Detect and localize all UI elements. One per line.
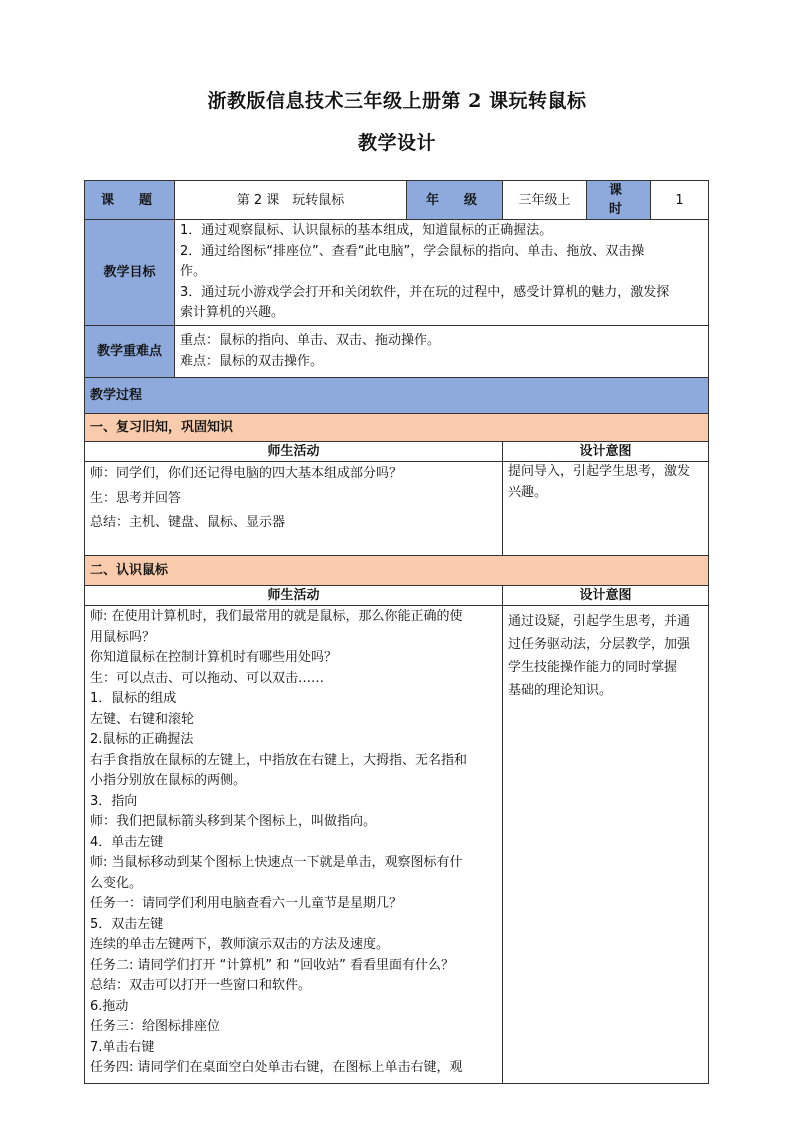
intent-line: 基础的理论知识。 [508, 683, 613, 698]
activity-line: 3．指向 [90, 793, 138, 809]
section1-intent [503, 462, 709, 556]
activity-line: 总结：主机、键盘、鼠标、显示器 [90, 515, 286, 530]
key-points-content [175, 326, 709, 378]
subject-value: 第 2 课 玩转鼠标 [175, 181, 407, 220]
section2-title: 二、认识鼠标 [85, 556, 709, 586]
key-point-line: 重点：鼠标的指向、单击、双击、拖动操作。 [180, 333, 441, 348]
goals-content [175, 220, 709, 326]
section1-intent-header: 设计意图 [503, 442, 709, 462]
section1-header-row [85, 442, 709, 462]
activity-line: 师：我们把鼠标箭头移到某个图标上，叫做指向。 [90, 814, 377, 829]
process-label: 教学过程 [85, 378, 709, 414]
key-points-row [85, 326, 709, 378]
activity-line: 你知道鼠标在控制计算机时有哪些用处吗？ [90, 650, 338, 665]
activity-line: 5．双击左键 [90, 916, 164, 932]
activity-line: 师: 在使用计算机时，我们最常用的就是鼠标，那么你能正确的使 [90, 609, 463, 624]
section2-band [85, 556, 709, 586]
activity-line: 右手食指放在鼠标的左键上，中指放在右键上，大拇指、无名指和 [90, 752, 468, 768]
goals-line: 1．通过观察鼠标、认识鼠标的基本组成，知道鼠标的正确握法。 [180, 223, 553, 239]
section2-intent-header: 设计意图 [503, 586, 709, 606]
intent-line: 兴趣。 [508, 484, 548, 500]
activity-line: 任务三：给图标排座位 [90, 1019, 221, 1034]
activity-line: 任务一：请同学们利用电脑查看六一儿童节是星期几？ [90, 896, 403, 911]
activity-line: 生：思考并回答 [90, 490, 182, 506]
goals-line: 2．通过给图标“排座位”、查看“此电脑”，学会鼠标的指向、单击、拖放、双击操 [180, 243, 645, 259]
activity-line: 1．鼠标的组成 [90, 691, 177, 706]
activity-line: 师：同学们，你们还记得电脑的四大基本组成部分吗？ [90, 466, 403, 481]
section2-content-row [85, 606, 709, 1084]
activity-line: 4．单击左键 [90, 834, 164, 850]
section1-title: 一、复习旧知，巩固知识 [85, 414, 709, 442]
goals-label: 教学目标 [85, 220, 175, 326]
process-band [85, 378, 709, 414]
section1-activity [85, 462, 503, 556]
activity-line: 连续的单击左键两下，教师演示双击的方法及速度。 [90, 937, 390, 952]
activity-line: 2.鼠标的正确握法 [90, 732, 194, 747]
section1-activity-header: 师生活动 [85, 442, 503, 462]
goals-row [85, 220, 709, 326]
activity-line: 6.拖动 [90, 998, 129, 1014]
period-label: 课 时 [587, 181, 651, 220]
section1-band [85, 414, 709, 442]
key-point-line: 难点：鼠标的双击操作。 [180, 353, 324, 369]
lesson-plan-table [84, 180, 709, 1084]
activity-line: 总结：双击可以打开一些窗口和软件。 [90, 978, 312, 993]
goals-line: 3．通过玩小游戏学会打开和关闭软件，并在玩的过程中，感受计算机的魅力，激发探 [180, 284, 670, 300]
section2-intent [503, 606, 709, 1084]
grade-label: 年 级 [407, 181, 503, 220]
activity-line: 用鼠标吗？ [90, 629, 156, 645]
activity-line: 生：可以点击、可以拖动、可以双击…… [90, 670, 325, 686]
document-subtitle: 教学设计 [357, 132, 436, 154]
activity-line: 左键、右键和滚轮 [90, 711, 195, 727]
activity-line: 任务四: 请同学们在桌面空白处单击右键，在图标上单击右键，观 [90, 1060, 463, 1075]
intent-line: 提问导入，引起学生思考，激发 [508, 464, 691, 479]
activity-line: 么变化。 [90, 875, 143, 891]
section2-activity [85, 606, 503, 1084]
section2-activity-header: 师生活动 [85, 586, 503, 606]
goals-line: 索计算机的兴趣。 [180, 305, 285, 321]
intent-line: 过任务驱动法，分层教学，加强 [508, 637, 691, 652]
activity-line: 7.单击右键 [90, 1039, 155, 1055]
key-points-label: 教学重难点 [85, 326, 175, 378]
section1-content-row [85, 462, 709, 556]
period-value: 1 [651, 181, 709, 220]
section2-header-row [85, 586, 709, 606]
intent-line: 学生技能操作能力的同时掌握 [508, 660, 678, 675]
activity-line: 任务二: 请同学们打开 “计算机” 和 “回收站” 看看里面有什么？ [90, 957, 454, 973]
intent-line: 通过设疑，引起学生思考，并通 [508, 614, 691, 629]
subject-label: 课 题 [85, 181, 175, 220]
activity-line: 小指分别放在鼠标的两侧。 [90, 773, 247, 788]
goals-line: 作。 [180, 264, 207, 280]
info-row [85, 181, 709, 220]
document-title: 浙教版信息技术三年级上册第 2 课玩转鼠标 [207, 90, 587, 112]
activity-line: 师: 当鼠标移动到某个图标上快速点一下就是单击，观察图标有什 [90, 855, 463, 870]
grade-value: 三年级上 [503, 181, 587, 220]
